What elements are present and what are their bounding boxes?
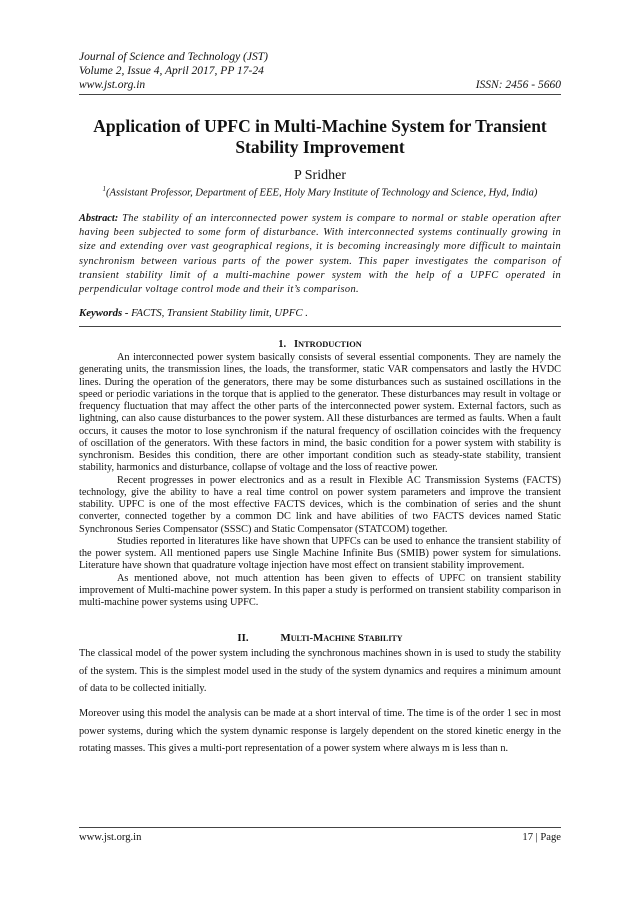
section-1-paragraph: An interconnected power system basically consists of several essential components. They are namely the generating units, the transmission lines, the loads, the transformer, static VAR compensators and lastly the HVDC lines. During the operation of the generators, there may be some disturbances such as sustained oscillations in the speed or periodic variations in the torque that is applied to the generator. These disturbances may result in voltage or frequency fluctuation that may affect the other parts of the interconnected power system. External factors, such as lightning, can also cause disturbances to the power system. All these disturbances are termed as faults. When a fault occurs, it causes the motor to lose synchronism if the natural frequency of oscillation coincides with the frequency of oscillation of the generators. With these factors in mind, the basic condition for a power system with stability is synchronism. Besides this condition, there are other important condition such as steady-state stability, transient stability, harmonics and disturbance, collapse of voltage and the loss of reactive power. (79, 352, 561, 474)
journal-issn: ISSN: 2456 - 5660 (475, 79, 561, 91)
journal-volume: Volume 2, Issue 4, April 2017, PP 17-24 (79, 65, 264, 77)
section-2-paragraph: Moreover using this model the analysis can be made at a short interval of time. The time is of the order 1 sec in most power systems, during which the system dynamic response is largely dependent on the stored kinetic energy in the rotating masses. This gives a multi-port representation of a power system where always m is less than n. (79, 708, 561, 754)
section-1-heading (79, 339, 561, 350)
footer-rule (79, 827, 561, 828)
section-2-heading (79, 632, 561, 644)
journal-website-link[interactable]: www.jst.org.in (79, 79, 146, 91)
keywords (79, 307, 561, 319)
section-1-number: 1. (278, 339, 287, 350)
footer-website-link[interactable]: www.jst.org.in (79, 832, 142, 843)
journal-header (79, 50, 561, 92)
keywords-text: FACTS, Transient Stability limit, UPFC . (128, 307, 308, 319)
section-2-title: Multi-Machine Stability (280, 632, 403, 644)
abstract-text: The stability of an interconnected power system is compare to normal or stable operation after having been subjected to some form of disturbance. With interconnected systems continually growing in size and extending over vast geographical regions, it is becoming increasingly more difficult to maintain synchronism between various parts of the power system. This paper investigates the comparison of transient stability limit of a multi-machine power system with the help of a UPFC operated in perpendicular voltage control mode and their it’s comparison. (79, 213, 561, 296)
section-1-paragraph: Studies reported in literatures like have shown that UPFCs can be used to enhance the transient stability of the power system. All mentioned papers use Single Machine Infinite Bus (SMIB) power system for simulations. Literature have shown that quadrature voltage injection have most effect on transient stability improvement. (79, 535, 561, 572)
abstract-label: Abstract: (79, 213, 119, 224)
affiliation-marker: 1 (102, 185, 107, 193)
abstract (79, 212, 561, 297)
section-1-title-rest: NTRODUCTION (298, 340, 362, 349)
header-rule (79, 94, 561, 95)
section-2-paragraph: The classical model of the power system including the synchronous machines shown in is used to study the stability of the system. This is the simplest model used in the study of the system dynamics and requires a minimum amount of data to be collected initially. (79, 648, 561, 694)
section-1-paragraph: Recent progresses in power electronics and as a result in Flexible AC Transmission Systems (FACTS) technology, give the ability to have a real time control on power system parameters and improve the transient stability. UPFC is one of the most effective FACTS devices, which is the combination of series and the shunt converter, connected together by a common DC link and have abilities of two FACTS devices named Static Synchronous Series Compensator (SSSC) and Static Compensator (STATCOM) together. (79, 474, 561, 535)
page-footer (79, 832, 561, 843)
paper-title: Application of UPFC in Multi-Machine System for Transient Stability Improvement (93, 116, 547, 157)
keywords-label: Keywords - (79, 307, 129, 319)
section-1-paragraph: As mentioned above, not much attention has been given to effects of UPFC on transient stability improvement of Multi-machine power system. In this paper a study is performed on transient stability comparison in multi-machine power systems using UPFC. (79, 572, 561, 608)
section-1-title-first: I (293, 339, 299, 350)
author-affiliation (79, 185, 561, 199)
section-2-number: II. (237, 632, 249, 644)
keywords-rule (79, 326, 561, 327)
page-number: 17 | Page (522, 832, 561, 843)
paper-author: P Sridher (294, 168, 346, 183)
journal-name: Journal of Science and Technology (JST) (79, 51, 268, 63)
section-1-body (79, 352, 561, 609)
affiliation-text: (Assistant Professor, Department of EEE, Holy Mary Institute of Technology and Science, Hyd, India) (106, 187, 538, 199)
